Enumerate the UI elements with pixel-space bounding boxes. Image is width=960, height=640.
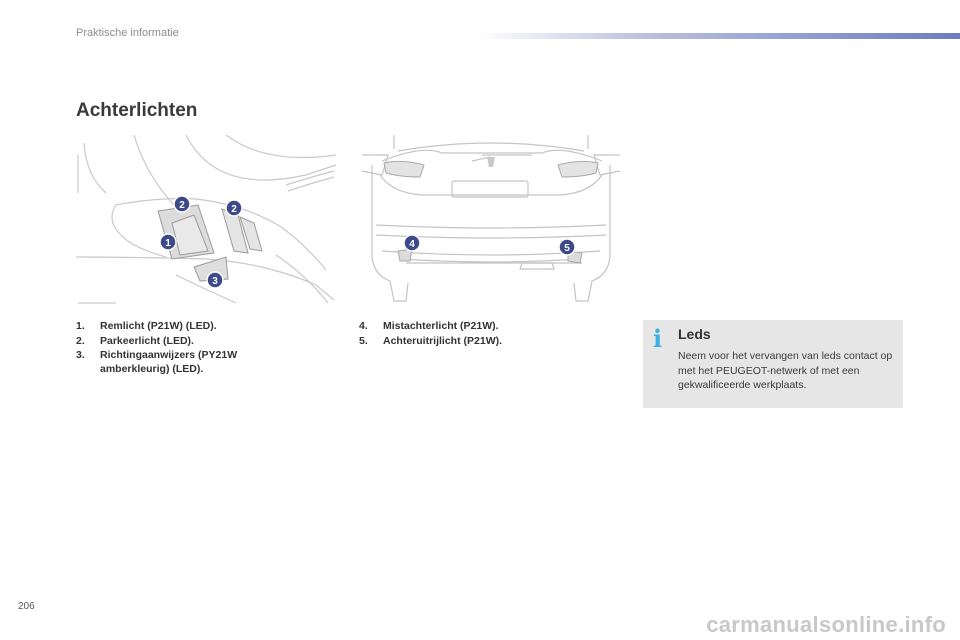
legend-left <box>76 320 276 377</box>
info-title: Leds <box>678 326 711 342</box>
callout-2a <box>174 196 190 212</box>
svg-text:2: 2 <box>231 204 237 215</box>
callout-1 <box>160 234 176 250</box>
legend-number: 2. <box>76 334 85 347</box>
legend-text: Remlicht (P21W) (LED). <box>100 320 217 332</box>
callout-3 <box>207 272 223 288</box>
legend-item <box>76 349 276 376</box>
legend-item <box>76 320 276 334</box>
rear-car-view-illustration <box>362 135 620 307</box>
legend-text: Richtingaanwijzers (PY21W amberkleurig) (LED). <box>100 349 238 375</box>
callout-2b <box>226 200 242 216</box>
legend-item <box>359 320 559 334</box>
svg-text:1: 1 <box>165 238 171 249</box>
legend-text: Achteruitrijlicht (P21W). <box>383 334 503 347</box>
rear-emblem <box>487 157 495 167</box>
watermark: carmanualsonline.info <box>706 612 946 637</box>
legend-number: 5. <box>359 334 368 347</box>
legend-item <box>76 335 276 349</box>
svg-text:2: 2 <box>179 200 185 211</box>
legend-number: 4. <box>359 320 368 332</box>
svg-text:4: 4 <box>409 239 415 250</box>
section-header: Praktische informatie <box>76 27 179 39</box>
info-icon: i <box>653 324 663 353</box>
legend-item <box>359 335 559 349</box>
svg-text:5: 5 <box>564 243 570 254</box>
legend-number: 1. <box>76 320 85 332</box>
header-gradient-bar <box>478 33 960 39</box>
page-title: Achterlichten <box>76 100 198 121</box>
callout-5 <box>559 239 575 255</box>
legend-text: Mistachterlicht (P21W). <box>383 320 499 332</box>
legend-text: Parkeerlicht (LED). <box>100 334 194 347</box>
page-number: 206 <box>18 601 35 612</box>
info-box <box>643 320 903 408</box>
legend-right <box>359 320 559 349</box>
info-text: Neem voor het vervangen van leds contact op met het PEUGEOT-netwerk of met een gekwalificeerde werkplaats. <box>678 350 893 391</box>
legend-number: 3. <box>76 349 85 361</box>
rear-light-cluster-illustration <box>76 135 336 307</box>
svg-text:3: 3 <box>212 276 218 287</box>
callout-4 <box>404 235 420 251</box>
